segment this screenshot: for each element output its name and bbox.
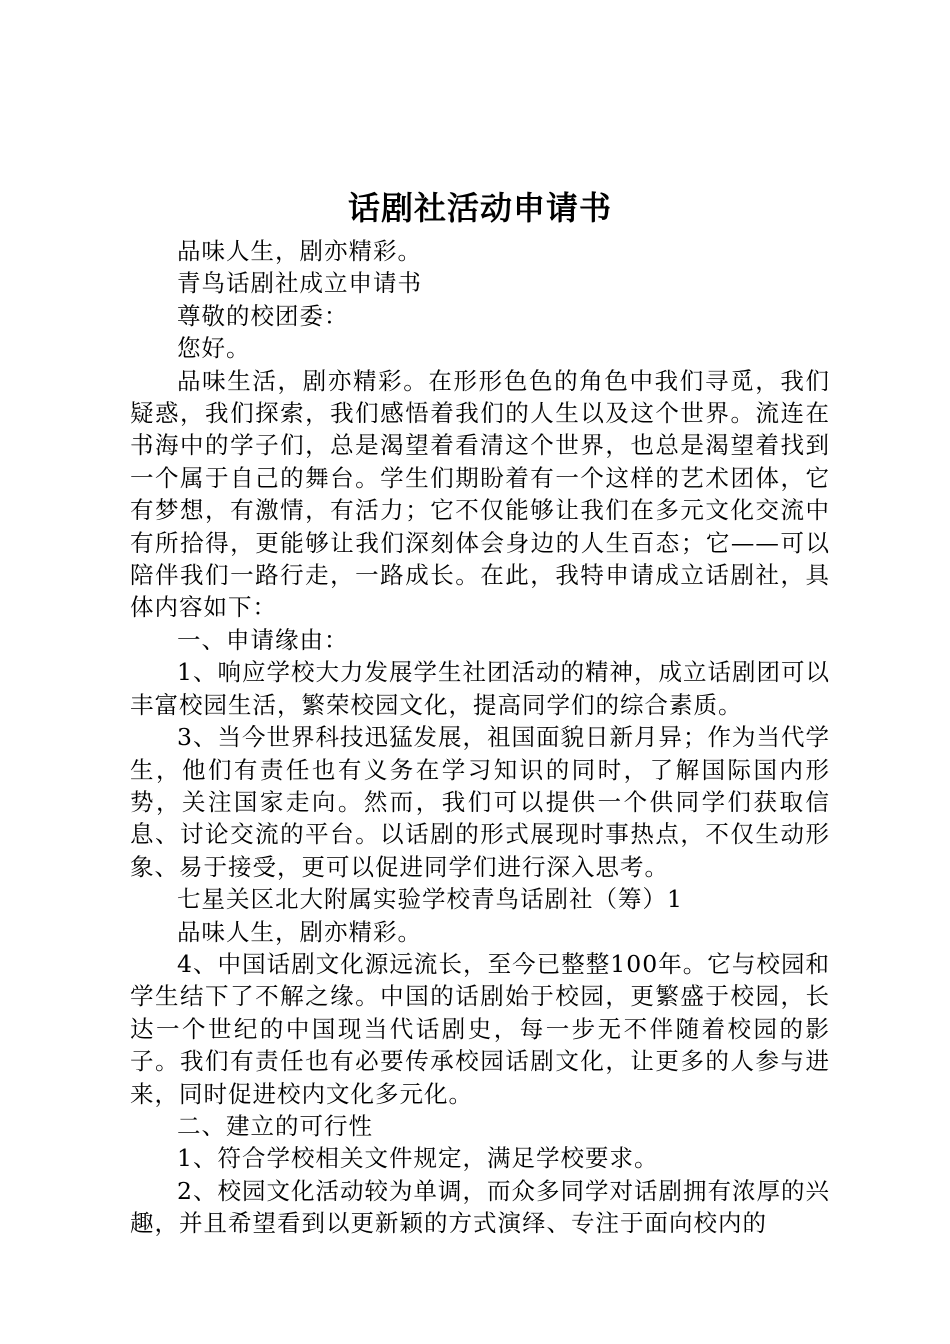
paragraph-reason-4: 4、中国话剧文化源远流长，至今已整整100年。它与校园和学生结下了不解之缘。中国的话剧始于校园，更繁盛于校园，长达一个世纪的中国现当代话剧史，每一步无不伴随着校园的影子。我们有责任也有必要传承校园话剧文化，让更多的人参与进来，同时促进校内文化多元化。 [130,949,830,1108]
section-heading-reasons: 一、申请缘由： [177,625,349,654]
document-page [130,185,830,1240]
document-title: 话剧社活动申请书 [347,189,612,227]
paragraph-reason-3: 3、当今世界科技迅猛发展，祖国面貌日新月异；作为当代学生，他们有责任也有义务在学习知识的同时，了解国际国内形势，关注国家走向。然而，我们可以提供一个供同学们获取信息、讨论交流的平台。以话剧的形式展现时事热点，不仅生动形象、易于接受，更可以促进同学们进行深入思考。 [130,723,830,881]
paragraph-feasibility-1: 1、符合学校相关文件规定，满足学校要求。 [177,1144,659,1173]
paragraph-heading: 青鸟话剧社成立申请书 [177,269,422,298]
paragraph-salutation: 尊敬的校团委： [177,301,349,330]
section-heading-feasibility: 二、建立的可行性 [177,1111,373,1140]
paragraph-motto-repeat: 品味人生，剧亦精彩。 [177,917,422,946]
paragraph-greeting: 您好。 [177,334,251,363]
paragraph-feasibility-2: 2、校园文化活动较为单调，而众多同学对话剧拥有浓厚的兴趣，并且希望看到以更新颖的方式演绎、专注于面向校内的 [130,1176,830,1238]
paragraph-reason-1: 1、响应学校大力发展学生社团活动的精神，成立话剧团可以丰富校园生活，繁荣校园文化，提高同学们的综合素质。 [130,658,830,719]
paragraph-footer-line: 七星关区北大附属实验学校青鸟话剧社（筹）1 [177,885,683,914]
paragraph-intro: 品味生活，剧亦精彩。在形形色色的角色中我们寻觅，我们疑惑，我们探索，我们感悟着我们的人生以及这个世界。流连在书海中的学子们，总是渴望着看清这个世界，也总是渴望着找到一个属于自己的舞台。学生们期盼着有一个这样的艺术团体，它有梦想，有激情，有活力；它不仅能够让我们在多元文化交流中有所拾得，更能够让我们深刻体会身边的人生百态；它——可以陪伴我们一路行走，一路成长。在此，我特申请成立话剧社，具体内容如下： [130,366,830,622]
paragraph-motto: 品味人生，剧亦精彩。 [177,237,422,265]
